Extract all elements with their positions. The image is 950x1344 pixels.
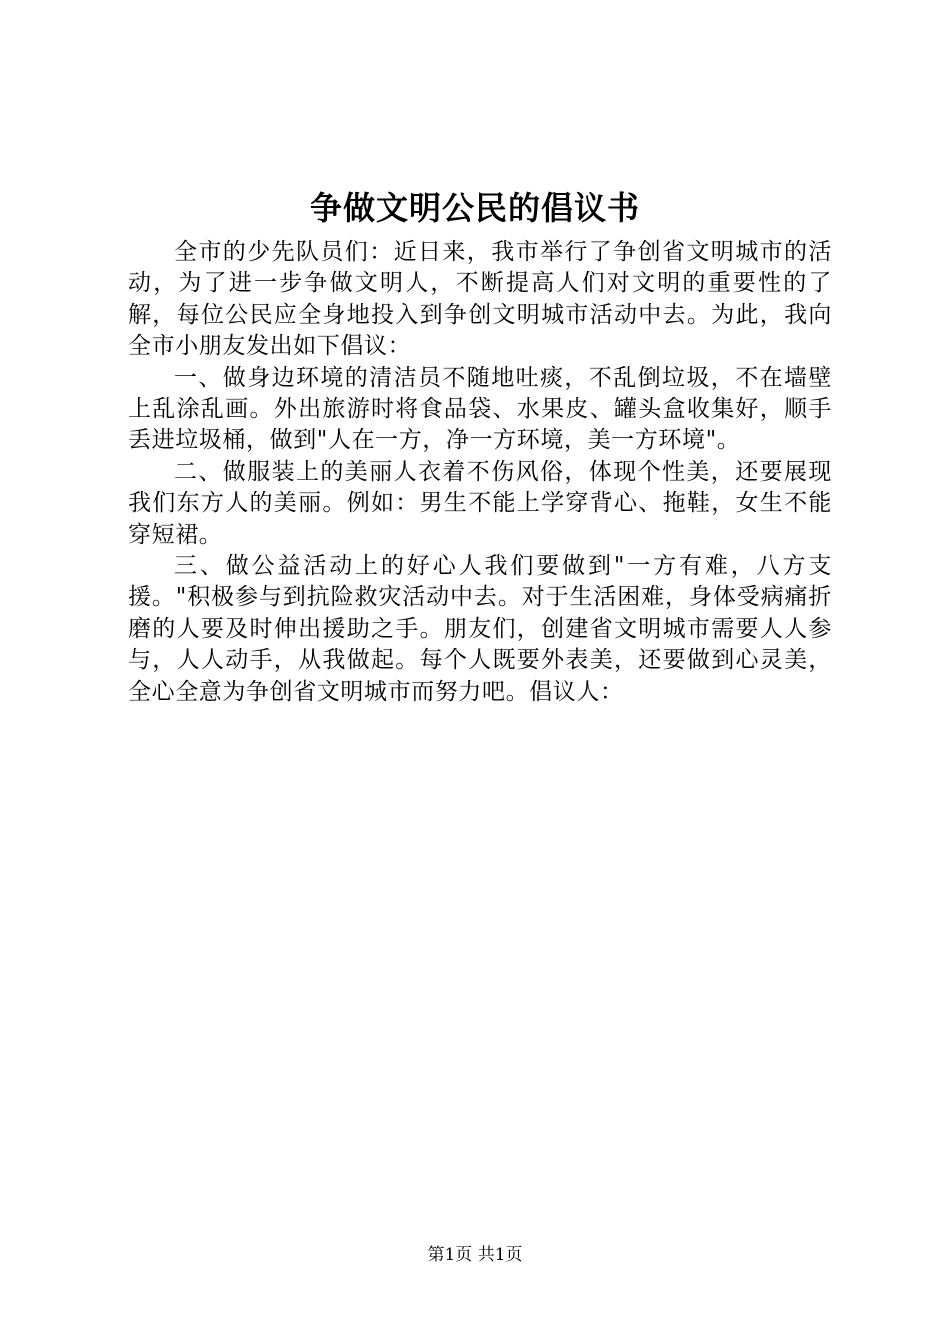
page-footer: 第1页 共1页	[427, 1245, 523, 1265]
document-body	[128, 237, 832, 708]
paragraph-item-1: 一、做身边环境的清洁员不随地吐痰，不乱倒垃圾，不在墙壁上乱涂乱画。外出旅游时将食品袋、水果皮、罐头盒收集好，顺手丢进垃圾桶，做到"人在一方，净一方环境，美一方环境"。	[128, 364, 832, 454]
paragraph-item-3: 三、做公益活动上的好心人我们要做到"一方有难，八方支援。"积极参与到抗险救灾活动中去。对于生活困难，身体受病痛折磨的人要及时伸出援助之手。朋友们，创建省文明城市需要人人参与，人人动手，从我做起。每个人既要外表美，还要做到心灵美，全心全意为争创省文明城市而努力吧。倡议人：	[128, 553, 832, 705]
document-title: 争做文明公民的倡议书	[309, 189, 640, 227]
paragraph-item-2: 二、做服装上的美丽人衣着不伤风俗，体现个性美，还要展现我们东方人的美丽。例如：男生不能上学穿背心、拖鞋，女生不能穿短裙。	[128, 458, 832, 548]
paragraph-intro: 全市的少先队员们：近日来，我市举行了争创省文明城市的活动，为了进一步争做文明人，不断提高人们对文明的重要性的了解，每位公民应全身地投入到争创文明城市活动中去。为此，我向全市小朋友发出如下倡议：	[128, 239, 832, 360]
